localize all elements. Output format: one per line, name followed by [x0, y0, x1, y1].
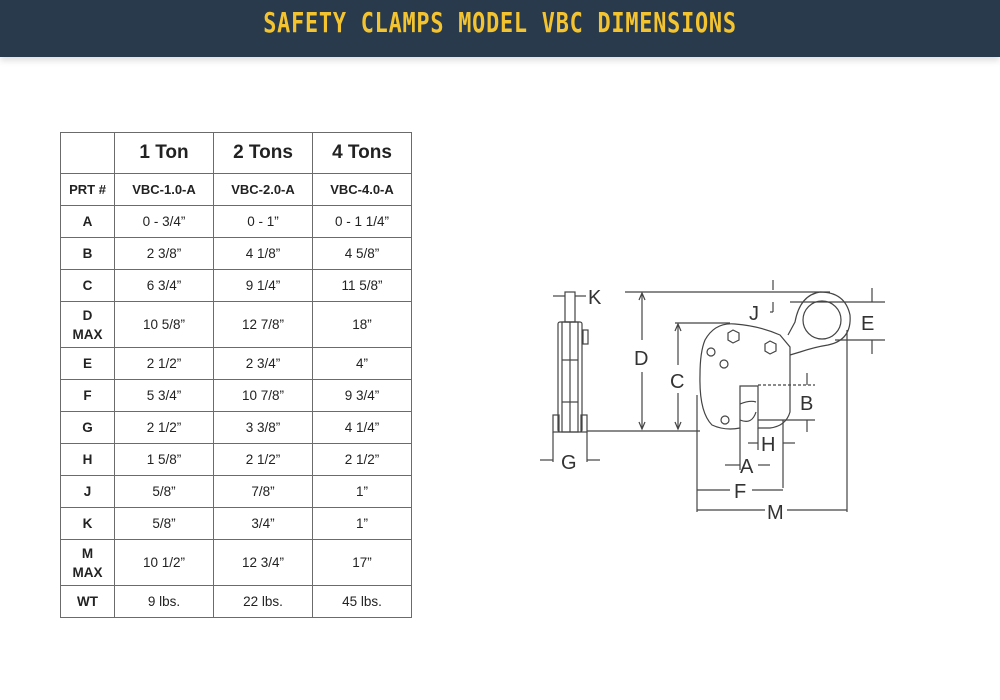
table-cell: 2 3/4” — [214, 348, 313, 380]
header-cell-1-ton: 1 Ton — [115, 133, 214, 174]
table-cell: 5/8” — [115, 508, 214, 540]
table-cell: 10 7/8” — [214, 380, 313, 412]
label-f: F — [734, 481, 747, 503]
table-cell: 17” — [313, 540, 412, 586]
table-cell: 12 3/4” — [214, 540, 313, 586]
label-m: M — [767, 502, 784, 524]
label-j: J — [749, 303, 759, 325]
table-row — [61, 476, 412, 508]
table-row — [61, 302, 412, 348]
table-row — [61, 348, 412, 380]
row-label — [61, 540, 115, 586]
table-cell: 4 1/4” — [313, 412, 412, 444]
table-cell: 2 1/2” — [115, 412, 214, 444]
clamp-body-drawing — [697, 292, 850, 512]
header-cell-4-tons: 4 Tons — [313, 133, 412, 174]
table-cell: 10 1/2” — [115, 540, 214, 586]
table-cell: 2 1/2” — [313, 444, 412, 476]
row-label: WT — [61, 586, 115, 618]
table-cell: 1” — [313, 476, 412, 508]
label-b: B — [800, 393, 814, 415]
table-cell: 1” — [313, 508, 412, 540]
table-row — [61, 412, 412, 444]
table-cell: 10 5/8” — [115, 302, 214, 348]
row-label-line2: MAX — [72, 564, 103, 580]
row-label: J — [61, 476, 115, 508]
row-label: B — [61, 238, 115, 270]
table-cell: 9 1/4” — [214, 270, 313, 302]
table-cell: 4” — [313, 348, 412, 380]
table-cell: 22 lbs. — [214, 586, 313, 618]
table-cell: 0 - 3/4” — [115, 206, 214, 238]
table-row — [61, 206, 412, 238]
row-label: A — [61, 206, 115, 238]
row-label: C — [61, 270, 115, 302]
table-cell: 5 3/4” — [115, 380, 214, 412]
table-cell: 9 3/4” — [313, 380, 412, 412]
table-cell: 45 lbs. — [313, 586, 412, 618]
table-cell: 9 lbs. — [115, 586, 214, 618]
label-h: H — [761, 434, 776, 456]
table-row — [61, 508, 412, 540]
table-cell: 11 5/8” — [313, 270, 412, 302]
row-label: K — [61, 508, 115, 540]
table-cell: 1 5/8” — [115, 444, 214, 476]
detail-dimension-lines — [697, 280, 885, 510]
row-label: G — [61, 412, 115, 444]
label-k: K — [588, 287, 602, 309]
table-header-row — [61, 133, 412, 174]
table-cell: 0 - 1 1/4” — [313, 206, 412, 238]
table-cell: 12 7/8” — [214, 302, 313, 348]
part-number-row — [61, 174, 412, 206]
row-label — [61, 302, 115, 348]
row-label: F — [61, 380, 115, 412]
label-d: D — [634, 348, 649, 370]
table-cell: 3 3/8” — [214, 412, 313, 444]
header-banner — [0, 0, 1000, 57]
table-cell: 2 1/2” — [115, 348, 214, 380]
table-cell: 2 3/8” — [115, 238, 214, 270]
label-e: E — [861, 313, 875, 335]
table-cell: 2 1/2” — [214, 444, 313, 476]
table-row — [61, 540, 412, 586]
header-cell-2-tons: 2 Tons — [214, 133, 313, 174]
table-row — [61, 270, 412, 302]
row-label: H — [61, 444, 115, 476]
table-cell: 18” — [313, 302, 412, 348]
row-label: E — [61, 348, 115, 380]
table-cell: 0 - 1” — [214, 206, 313, 238]
dimensions-table — [60, 132, 412, 618]
label-g: G — [561, 452, 577, 474]
table-cell: 4 5/8” — [313, 238, 412, 270]
part-number-cell: VBC-4.0-A — [313, 174, 412, 206]
table-cell: 7/8” — [214, 476, 313, 508]
label-a: A — [740, 456, 754, 478]
table-cell: 6 3/4” — [115, 270, 214, 302]
part-number-cell: VBC-2.0-A — [214, 174, 313, 206]
row-label-line1: M — [81, 545, 94, 561]
table-cell: 4 1/8” — [214, 238, 313, 270]
table-row — [61, 586, 412, 618]
table-cell: 3/4” — [214, 508, 313, 540]
part-number-cell: VBC-1.0-A — [115, 174, 214, 206]
clamp-dimension-diagram — [530, 270, 900, 530]
page-title: SAFETY CLAMPS MODEL VBC DIMENSIONS — [263, 6, 737, 39]
table-row — [61, 444, 412, 476]
row-label-line2: MAX — [72, 326, 103, 342]
label-c: C — [670, 371, 685, 393]
row-label: PRT # — [61, 174, 115, 206]
row-label-line1: D — [82, 307, 93, 323]
table-row — [61, 238, 412, 270]
header-cell-empty — [61, 133, 115, 174]
table-row — [61, 380, 412, 412]
table-cell: 5/8” — [115, 476, 214, 508]
